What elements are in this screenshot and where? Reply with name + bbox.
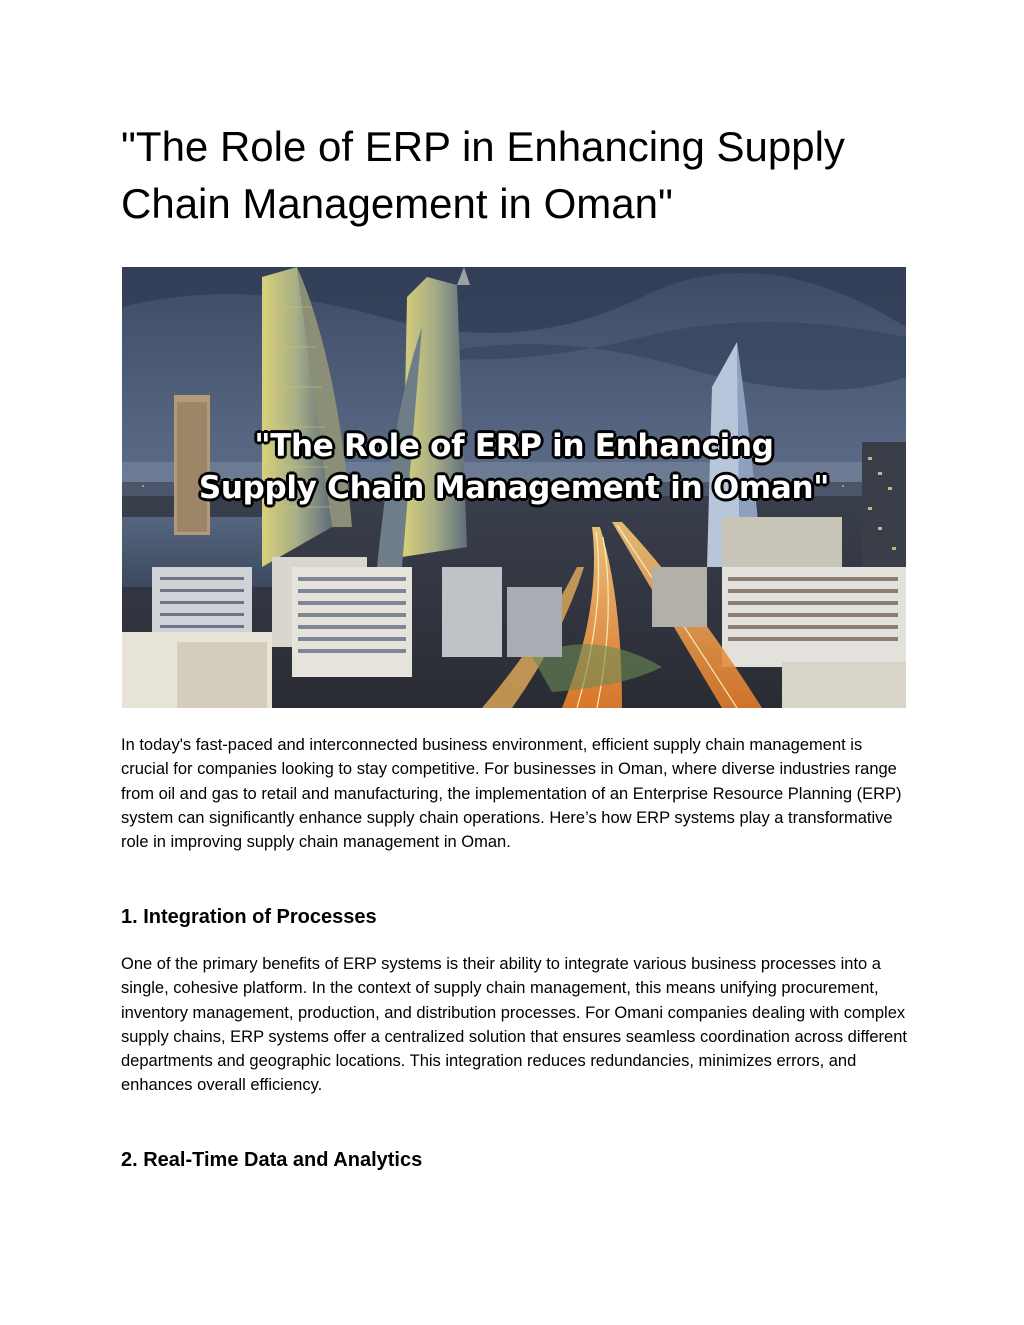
hero-caption-line-1: "The Role of ERP in Enhancing [254, 428, 774, 464]
section-body-integration: One of the primary benefits of ERP systems is their ability to integrate various business processes into a single, cohesive platform. In the context of supply chain management, this means unifying procurement, inventory management, production, and distribution processes. For Omani companies dealing with complex supply chains, ERP systems offer a centralized solution that ensures seamless coordination across different departments and geographic locations. This integration reduces redundancies, minimizes errors, and enhances overall efficiency. [121, 955, 907, 1095]
document-title: "The Role of ERP in Enhancing Supply Chain Management in Oman" [121, 123, 845, 227]
hero-caption [122, 425, 906, 509]
section-heading-real-time-data: 2. Real-Time Data and Analytics [121, 1149, 423, 1171]
intro-paragraph: In today's fast-paced and interconnected business environment, efficient supply chain management is crucial for companies looking to stay competitive. For businesses in Oman, where diverse industries range from oil and gas to retail and manufacturing, the implementation of an Enterprise Resource Planning (ERP) system can significantly enhance supply chain operations. Here’s how ERP systems play a transformative role in improving supply chain management in Oman. [121, 736, 902, 852]
hero-caption-line-2: Supply Chain Management in Oman" [198, 470, 830, 506]
section-heading-integration: 1. Integration of Processes [121, 906, 377, 928]
hero-image [122, 267, 906, 708]
